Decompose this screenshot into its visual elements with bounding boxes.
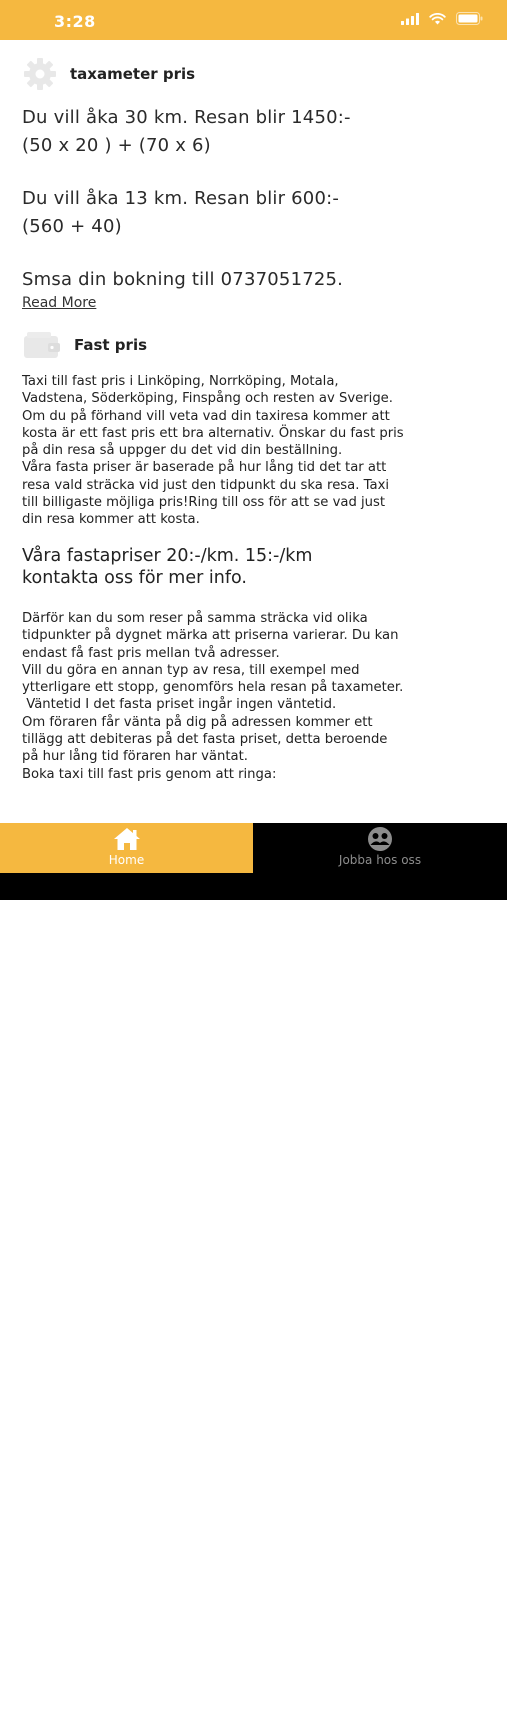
section-header-fast-pris <box>22 330 147 360</box>
text-line: Taxi till fast pris i Linköping, Norrköping, Motala, <box>22 374 339 389</box>
contact-line: kontakta oss för mer info. <box>22 568 247 588</box>
section-title-taxameter: taxameter pris <box>70 65 196 83</box>
read-more-link[interactable]: Read More <box>22 295 97 311</box>
text-line: resa vald sträcka vid just den tidpunkt du ska resa. Taxi <box>22 477 390 493</box>
text-line: din resa kommer att kosta. <box>22 512 200 528</box>
fixed-price-rates-heading <box>22 545 312 589</box>
rates-line: Våra fastapriser 20:-/km. 15:-/km <box>22 546 313 566</box>
text-line: på hur lång tid föraren har väntat. <box>22 749 248 765</box>
group-icon <box>365 826 395 852</box>
wallet-icon <box>22 330 62 360</box>
tab-home[interactable] <box>0 823 253 873</box>
price-calc-13km: (560 + 40) <box>22 216 122 237</box>
text-line: Våra fasta priser är baserade på hur lång tid det tar att <box>22 460 387 476</box>
price-calc-30km: (50 x 20 ) + (70 x 6) <box>22 135 211 156</box>
battery-icon <box>456 12 483 25</box>
text-line: Därför kan du som reser på samma sträcka vid olika <box>22 611 368 626</box>
fast-pris-details <box>22 610 492 783</box>
tab-jobs-label: Jobba hos oss <box>338 853 422 867</box>
text-line: kosta är ett fast pris ett bra alternativ. Önskar du fast pris <box>22 425 404 441</box>
wifi-icon <box>429 13 446 25</box>
text-line: på din resa så uppger du det vid din beställning. <box>22 443 343 459</box>
home-icon <box>112 826 142 852</box>
text-line: Om du på förhand vill veta vad din taxiresa kommer att <box>22 408 390 424</box>
status-bar <box>0 0 507 40</box>
sms-booking-text: Smsa din bokning till 0737051725. <box>22 269 344 290</box>
signal-icon <box>401 13 419 25</box>
text-line: Boka taxi till fast pris genom att ringa: <box>22 766 277 782</box>
text-line: tillägg att debiteras på det fasta priset, detta beroende <box>22 732 388 748</box>
text-line: ytterligare ett stopp, genomförs hela resan på taxameter. <box>22 680 404 696</box>
price-example-30km: Du vill åka 30 km. Resan blir 1450:- <box>22 107 351 128</box>
status-time: 3:28 <box>54 12 96 31</box>
tab-jobba-hos-oss[interactable] <box>253 823 507 873</box>
price-example-13km: Du vill åka 13 km. Resan blir 600:- <box>22 188 340 209</box>
text-line: endast få fast pris mellan två adresser. <box>22 645 280 661</box>
text-line: till billigaste möjliga pris!Ring till oss för att se vad just <box>22 495 386 511</box>
text-line: Väntetid I det fasta priset ingår ingen väntetid. <box>22 697 337 713</box>
content-scroll[interactable] <box>0 40 507 823</box>
tab-home-label: Home <box>108 853 145 867</box>
section-header-taxameter <box>22 56 195 92</box>
fast-pris-description <box>22 373 492 529</box>
gear-icon <box>22 56 58 92</box>
text-line: tidpunkter på dygnet märka att priserna varierar. Du kan <box>22 628 399 644</box>
home-indicator <box>165 1709 342 1714</box>
text-line: Vadstena, Söderköping, Finspång och resten av Sverige. <box>22 391 393 407</box>
tab-bar <box>0 823 507 900</box>
section-title-fast-pris: Fast pris <box>74 336 148 354</box>
text-line: Vill du göra en annan typ av resa, till exempel med <box>22 662 360 678</box>
status-icons <box>401 12 483 25</box>
text-line: Om föraren får vänta på dig på adressen kommer ett <box>22 714 373 730</box>
